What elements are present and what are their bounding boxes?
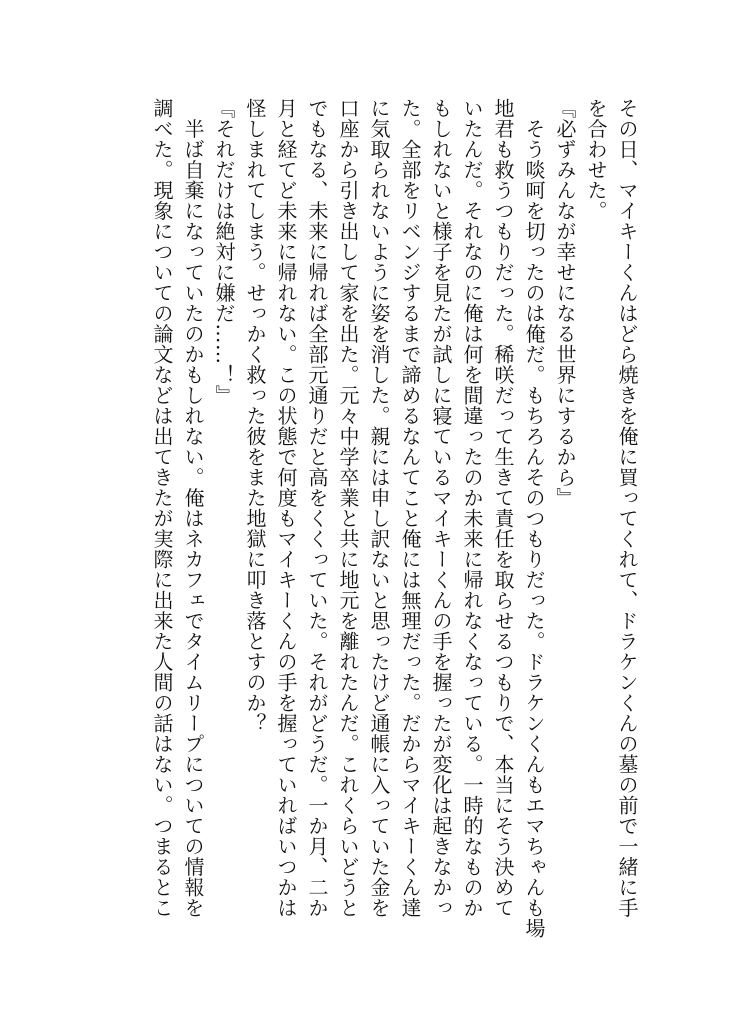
text-line: 月と経てど未来に帰れない。この状態で何度もマイキーくんの手を握っていればいつかは (274, 98, 298, 918)
text-line: 『それだけは絶対に嫌だ……！』 (212, 98, 236, 406)
text-line: 怪しまれてしまう。せっかく救った彼をまた地獄に叩き落とすのか？ (243, 98, 267, 734)
text-line: 地君も救うつもりだった。稀咲だって生きて責任を取らせるつもりで、本当にそう決めて (491, 98, 515, 918)
text-line: そう啖呵を切ったのは俺だ。もちろんそのつもりだった。ドラケンくんもエマちゃんも場 (522, 98, 546, 939)
text-line: でもなる、未来に帰れば全部元通りだと高をくくっていた。それがどうだ。一か月、二か (305, 98, 329, 918)
text-line: を合わせた。 (584, 98, 608, 221)
vertical-text-body (146, 98, 642, 939)
text-line: に気取られないように姿を消した。親には申し訳ないと思ったけど通帳に入っていた金を (367, 98, 391, 918)
text-line: もしれないと様子を見たが試しに寝ているマイキーくんの手を握ったが変化は起きなかっ (429, 98, 453, 918)
text-line: 口座から引き出して家を出た。元々中学卒業と共に地元を離れたんだ。これくらいどうと (336, 98, 360, 918)
text-line: た。全部をリベンジするまで諦めるなんてこと俺には無理だった。だからマイキーくん達 (398, 98, 422, 918)
text-line: 半ば自棄になっていたのかもしれない。俺はネカフェでタイムリープについての情報を (181, 98, 205, 918)
text-line: 『必ずみんなが幸せになる世界にするから』 (553, 98, 577, 508)
text-line: いたんだ。それなのに俺は何を間違ったのか未来に帰れなくなっている。一時的なものか (460, 98, 484, 918)
text-line: その日、マイキーくんはどら焼きを俺に買ってくれて、ドラケンくんの墓の前で一緒に手 (615, 98, 639, 918)
text-line: 調べた。現象についての論文などは出てきたが実際に出来た人間の話はない。つまるとこ (150, 98, 174, 918)
